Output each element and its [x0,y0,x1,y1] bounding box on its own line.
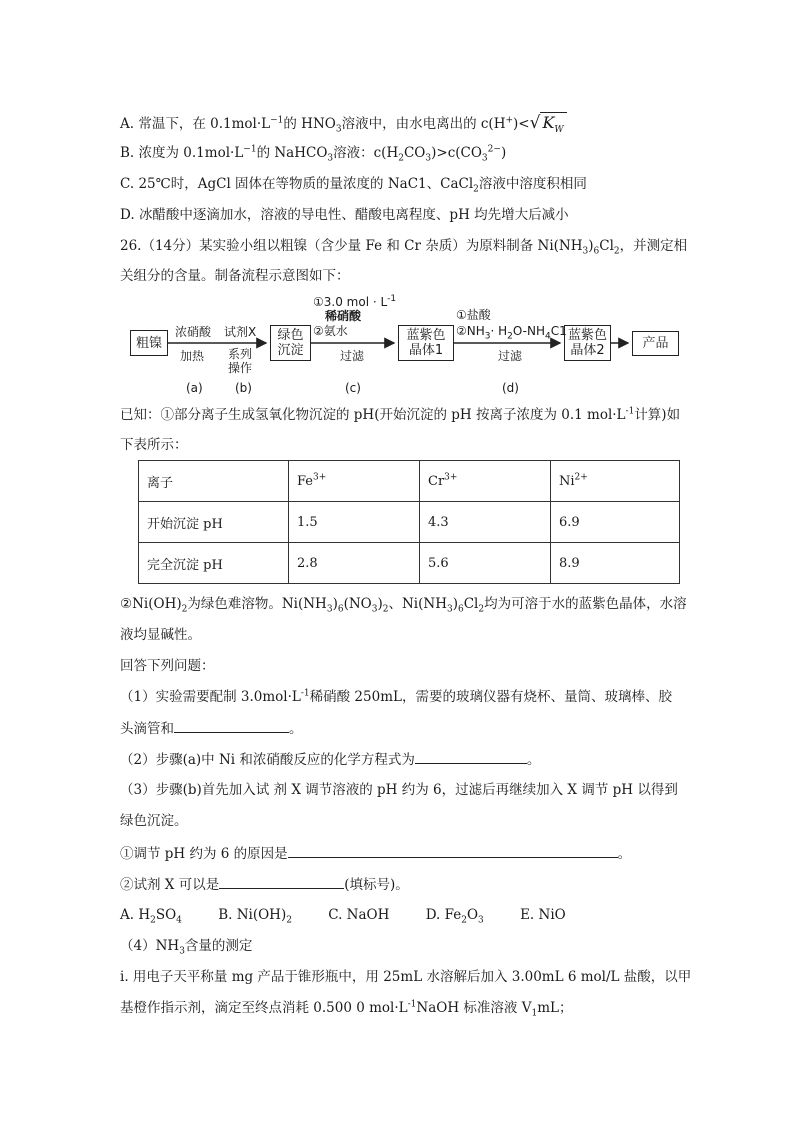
q3-line2: 绿色沉淀。 [120,813,188,829]
q26-intro-line1: 26.（14分）某实验小组以粗镍（含少量 Fe 和 Cr 杂质）为原料制备 $Ni(NH_3)_6Cl_2$，并测定相 [120,238,688,257]
step-c-reagent2: ②氨水 [313,324,348,338]
table-cell: 开始沉淀 pH [139,502,289,543]
choice-e[interactable]: E. NiO [520,907,566,923]
sqrt-kw: √ $K_W$ [530,112,567,134]
known-line1: 已知：①部分离子生成氢氧化物沉淀的 pH(开始沉淀的 pH 按离子浓度为 0.1 $mol\cdot L^{-1}$计算)如 [120,406,681,423]
table-cell: 8.9 [551,543,680,584]
step-d-tag: (d) [502,381,519,395]
q1-line1: （1）实验需要配制 $3.0mol\cdot L^{-1}$稀硝酸 250mL，需要的玻璃仪器有烧杯、量筒、玻璃棒、胶 [120,688,672,705]
table-header-cell: $Cr^{3+}$ [420,461,551,502]
answer-heading: 回答下列问题： [120,658,215,674]
q26-intro-line2: 关组分的含量。制备流程示意图如下： [120,268,350,284]
q3-2-line: ②试剂 X 可以是 (填标号)。 [120,874,409,895]
known-line4: 液均显碱性。 [120,627,201,643]
step-b-op2: 操作 [228,361,253,375]
choice-a[interactable]: A. $H_2SO_4$ [120,907,182,926]
q1-line2: 头滴管和 。 [120,718,303,739]
table-cell: 5.6 [420,543,551,584]
box-crystal-1: 蓝紫色 晶体1 [398,325,454,361]
table-cell: 1.5 [289,502,420,543]
q3-line1: （3）步骤(b)首先加入试 剂 X 调节溶液的 pH 约为 6，过滤后再继续加入 X 调节 pH 以得到 [120,782,678,798]
step-a-tag: (a) [186,381,203,395]
option-b: B. 浓度为 $0.1mol\cdot L^{-1}$的 NaHCO$_3$溶液：$c(H_2CO_3)>c(CO_3^{2-})$ [120,144,507,164]
table-header-cell: $Ni^{2+}$ [551,461,680,502]
step-d-filter: 过滤 [498,349,523,363]
option-a: A. 常温下，在 $0.1mol\cdot L^{-1}$的 $HNO_3$溶液中，由水电离出的 c(H+)<√ $K_W$ [120,112,567,134]
step-c-tag: (c) [345,381,361,395]
step-a-reagent: 浓硝酸 [175,325,212,339]
q3-2-choices [120,905,598,925]
choice-d[interactable]: D. $Fe_2O_3$ [425,907,484,926]
step-d-reagent2: $②NH_3\cdot H_2O-NH_4C1$ [456,324,567,342]
known-line2: 下表所示： [120,437,188,453]
table-cell: 4.3 [420,502,551,543]
step-a-condition: 加热 [180,349,205,363]
table-cell: 6.9 [551,502,680,543]
process-flow-diagram [120,294,794,400]
q3-1-answer-blank[interactable] [288,843,618,858]
step-d-reagent1: ①盐酸 [456,308,491,322]
ion-ph-table [138,460,680,584]
q1-answer-blank[interactable] [174,718,289,733]
box-product: 产品 [632,331,679,356]
q3-1-line: ①调节 pH 约为 6 的原因是 。 [120,843,631,864]
table-header-cell: $Fe^{3+}$ [289,461,420,502]
q2-answer-blank[interactable] [415,749,527,764]
step-c-reagent1: ①3.0 mol · $L^{-1}$ [313,294,397,309]
choice-c[interactable]: C. NaOH [328,907,390,923]
table-header-row [139,461,680,502]
box-green-precipitate: 绿色 沉淀 [270,325,311,361]
q4-i-line1: i. 用电子天平称量 mg 产品于锥形瓶中，用 25mL 水溶解后加入 3.00mL 6 mol/L 盐酸，以甲 [120,969,692,985]
table-cell: 2.8 [289,543,420,584]
q4-heading: $(4)NH_3$含量的测定 [120,938,253,957]
choice-b[interactable]: B. $Ni(OH)_2$ [218,907,292,926]
step-b-reagent: 试剂X [224,325,257,339]
box-crystal-2: 蓝紫色 晶体2 [564,325,611,361]
q4-i-line2: 基橙作指示剂，滴定至终点消耗 0.500 0 $mol\cdot L^{-1}NaOH$ 标准溶液 $V_1mL$； [120,999,573,1019]
q2-line: （2）步骤(a)中 Ni 和浓硝酸反应的化学方程式为 。 [120,749,540,770]
table-row [139,502,680,543]
table-cell: 完全沉淀 pH [139,543,289,584]
table-header-cell: 离子 [139,461,289,502]
table-row [139,543,680,584]
known-line3: $②Ni(OH)_2$为绿色难溶物。$Ni(NH_3)_6(NO_3)_2$、$Ni(NH_3)_6Cl_2$均为可溶于水的蓝紫色晶体，水溶 [120,596,687,615]
step-b-tag: (b) [235,381,252,395]
box-crude-nickel: 粗镍 [130,330,168,356]
step-c-reagent1-name: 稀硝酸 [325,309,362,323]
q3-2-answer-blank[interactable] [219,874,344,889]
option-c: C. 25℃时，AgCl 固体在等物质的量浓度的 NaC1、CaCl$_2$溶液中溶度积相同 [120,176,587,195]
step-b-op1: 系列 [228,347,253,361]
option-d: D. 冰醋酸中逐滴加水，溶液的导电性、醋酸电离程度、pH 均先增大后减小 [120,207,569,223]
step-c-filter: 过滤 [340,349,365,363]
